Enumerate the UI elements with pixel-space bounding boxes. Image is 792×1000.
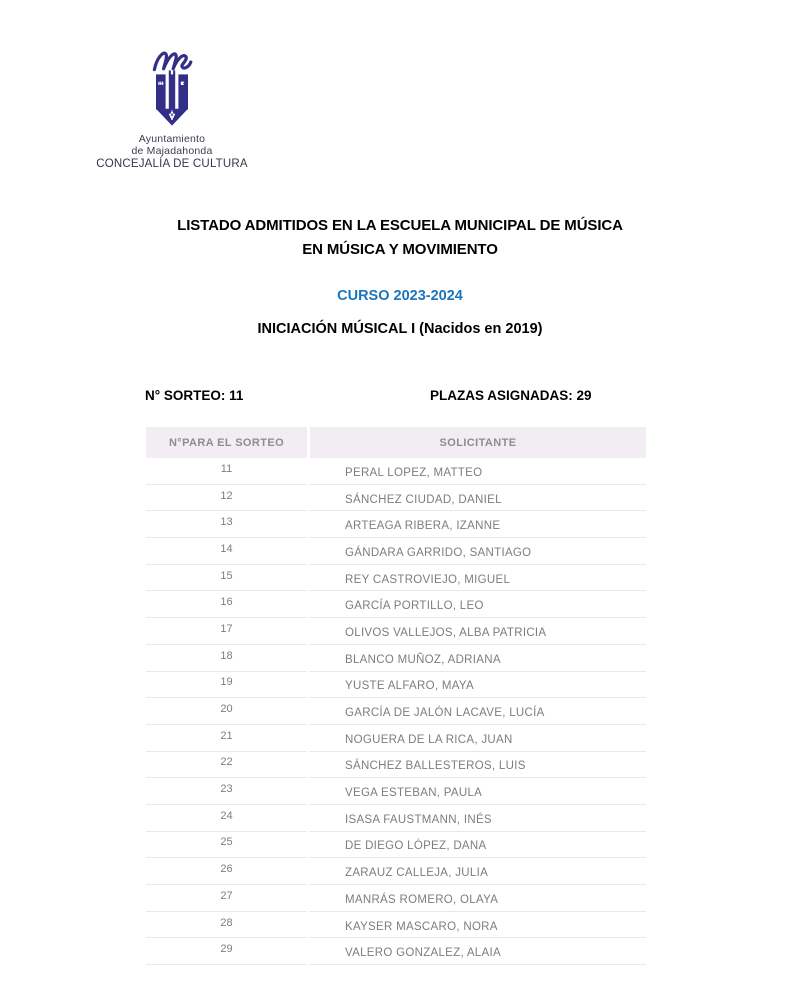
row-number: 16 — [220, 596, 233, 609]
logo-org-line1: Ayuntamiento — [138, 133, 206, 145]
row-number: 19 — [220, 676, 233, 689]
row-number: 28 — [220, 916, 233, 929]
logo-block — [91, 48, 253, 171]
row-name: KAYSER MASCARO, NORA — [345, 920, 498, 933]
table-row — [146, 591, 646, 618]
sorteo-label: N° SORTEO: — [145, 388, 226, 403]
table-row — [146, 672, 646, 699]
row-name: PERAL LOPEZ, MATTEO — [345, 466, 483, 479]
draw-info-row — [145, 388, 647, 404]
table-row — [146, 778, 646, 805]
document-title-line1: LISTADO ADMITIDOS EN LA ESCUELA MUNICIPAL DE MÚSICA — [177, 217, 623, 234]
table-row — [146, 618, 646, 645]
table-row — [146, 485, 646, 512]
plazas-label: PLAZAS ASIGNADAS: — [430, 388, 573, 403]
row-name: NOGUERA DE LA RICA, JUAN — [345, 733, 513, 746]
row-number: 14 — [220, 542, 233, 555]
sorteo-value: 11 — [229, 388, 244, 403]
plazas-asignadas — [430, 388, 592, 403]
row-name: VEGA ESTEBAN, PAULA — [345, 787, 483, 800]
course-heading: CURSO 2023-2024 — [337, 288, 463, 304]
table-row — [146, 832, 646, 859]
row-name: GARCÍA DE JALÓN LACAVE, LUCÍA — [345, 707, 545, 720]
row-name: VALERO GONZALEZ, ALAIA — [345, 947, 501, 960]
table-row — [146, 645, 646, 672]
table-header-row — [146, 427, 646, 458]
table-row — [146, 511, 646, 538]
row-name: GARCÍA PORTILLO, LEO — [345, 600, 484, 613]
row-name: DE DIEGO LÓPEZ, DANA — [345, 840, 487, 853]
table-row — [146, 565, 646, 592]
majadahonda-emblem-icon — [148, 48, 196, 128]
row-number: 24 — [220, 809, 233, 822]
row-number: 11 — [220, 462, 233, 475]
row-number: 27 — [220, 889, 233, 902]
row-name: ARTEAGA RIBERA, IZANNE — [345, 520, 501, 533]
emblem-m-squiggle — [154, 53, 190, 69]
table-row — [146, 725, 646, 752]
row-number: 23 — [220, 783, 233, 796]
row-number: 22 — [220, 756, 233, 769]
plazas-value: 29 — [576, 388, 592, 403]
table-body — [146, 458, 646, 965]
logo-department: CONCEJALÍA DE CULTURA — [96, 158, 248, 170]
table-row — [146, 698, 646, 725]
row-name: MANRÁS ROMERO, OLAYA — [345, 893, 499, 906]
document-title — [0, 214, 792, 262]
table-row — [146, 858, 646, 885]
row-name: GÁNDARA GARRIDO, SANTIAGO — [345, 546, 532, 559]
row-name: OLIVOS VALLEJOS, ALBA PATRICIA — [345, 626, 547, 639]
column-header-solicitante: SOLICITANTE — [310, 427, 646, 458]
row-name: BLANCO MUÑOZ, ADRIANA — [345, 653, 501, 666]
level-heading: INICIACIÓN MÚSICAL I (Nacidos en 2019) — [257, 321, 543, 337]
row-name: YUSTE ALFARO, MAYA — [345, 680, 474, 693]
row-number: 29 — [220, 943, 233, 956]
row-number: 25 — [220, 836, 233, 849]
row-number: 15 — [220, 569, 233, 582]
row-number: 20 — [220, 703, 233, 716]
table-row — [146, 885, 646, 912]
row-number: 13 — [220, 516, 233, 529]
row-name: REY CASTROVIEJO, MIGUEL — [345, 573, 511, 586]
row-number: 12 — [220, 489, 233, 502]
table-row — [146, 458, 646, 485]
admitted-table — [143, 427, 649, 965]
row-name: SÁNCHEZ BALLESTEROS, LUIS — [345, 760, 526, 773]
table-row — [146, 752, 646, 779]
row-number: 17 — [220, 622, 233, 635]
row-number: 26 — [220, 863, 233, 876]
table-row — [146, 538, 646, 565]
row-name: ISASA FAUSTMANN, INÉS — [345, 813, 492, 826]
row-number: 21 — [220, 729, 233, 742]
table-row — [146, 912, 646, 939]
sorteo-number — [145, 388, 243, 403]
row-name: SÁNCHEZ CIUDAD, DANIEL — [345, 493, 502, 506]
logo-org-line2: de Majadahonda — [131, 145, 213, 157]
column-header-number: N°PARA EL SORTEO — [146, 427, 307, 458]
row-name: ZARAUZ CALLEJA, JULIA — [345, 867, 489, 880]
row-number: 18 — [220, 649, 233, 662]
table-row — [146, 938, 646, 965]
document-title-line2: EN MÚSICA Y MOVIMIENTO — [302, 241, 498, 258]
table-row — [146, 805, 646, 832]
